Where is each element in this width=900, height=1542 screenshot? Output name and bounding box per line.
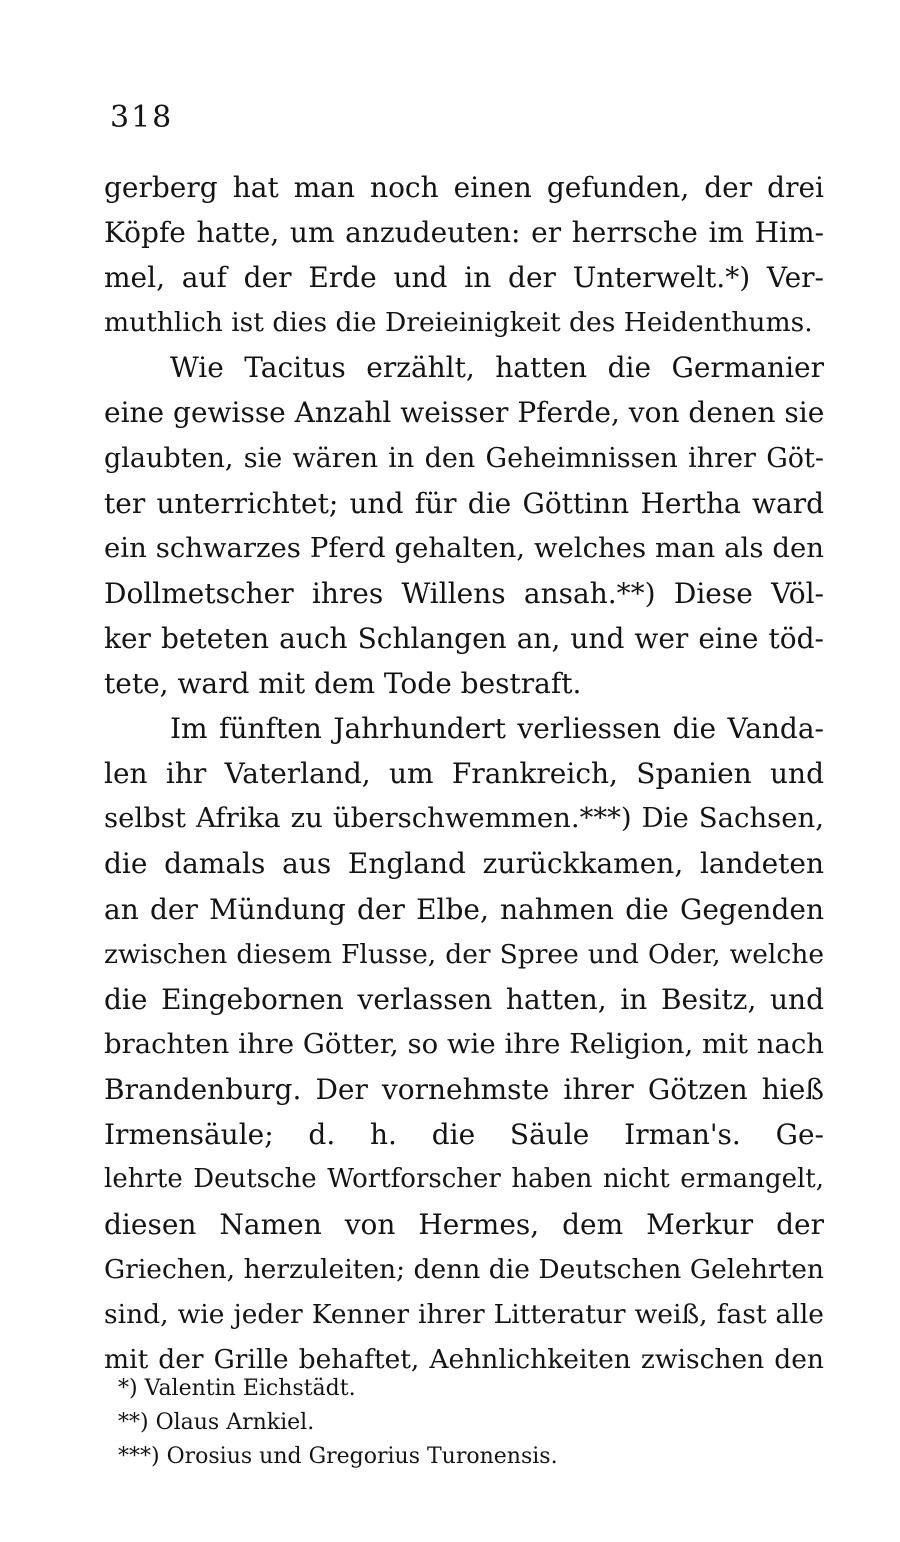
page-number: 318 bbox=[110, 100, 174, 135]
text-line: ter unterrichtet; und für die Göttinn Hertha ward bbox=[104, 486, 824, 520]
text-line: sind, wie jeder Kenner ihrer Litteratur weiß, fast alle bbox=[104, 1299, 824, 1331]
text-line: brachten ihre Götter, so wie ihre Religion, mit nach bbox=[104, 1027, 824, 1060]
text-line: mit der Grille behaftet, Aehnlichkeiten zwischen den bbox=[104, 1344, 824, 1376]
text-line: diesen Namen von Hermes, dem Merkur der bbox=[104, 1208, 824, 1242]
body-text bbox=[104, 165, 824, 1383]
text-line: Im fünften Jahrhundert verliessen die Vanda- bbox=[170, 712, 824, 746]
footnote: *) Valentin Eichstädt. bbox=[118, 1376, 356, 1401]
text-line: eine gewisse Anzahl weisser Pferde, von denen sie bbox=[104, 396, 825, 430]
footnote: **) Olaus Arnkiel. bbox=[118, 1410, 315, 1435]
text-line: Köpfe hatte, um anzudeuten: er herrsche im Him- bbox=[104, 216, 824, 250]
text-line: Dollmetscher ihres Willens ansah.**) Diese Völ- bbox=[104, 576, 824, 610]
text-line: die damals aus England zurückkamen, landeten bbox=[104, 847, 824, 881]
footnotes bbox=[118, 1372, 758, 1474]
text-line: gerberg hat man noch einen gefunden, der drei bbox=[104, 171, 824, 204]
footnote: ***) Orosius und Gregorius Turonensis. bbox=[118, 1444, 558, 1469]
text-line: an der Mündung der Elbe, nahmen die Gegenden bbox=[104, 892, 824, 926]
text-line: Wie Tacitus erzählt, hatten die Germanier bbox=[170, 351, 824, 385]
text-line: ein schwarzes Pferd gehalten, welches man als den bbox=[104, 531, 824, 564]
text-line: glaubten, sie wären in den Geheimnissen ihrer Göt- bbox=[104, 442, 824, 474]
text-line: Brandenburg. Der vornehmste ihrer Götzen hieß bbox=[104, 1072, 824, 1106]
text-line: zwischen diesem Flusse, der Spree und Oder, welche bbox=[104, 938, 824, 970]
text-line: Griechen, herzuleiten; denn die Deutschen Gelehrten bbox=[104, 1254, 824, 1286]
text-line: tete, ward mit dem Tode bestraft. bbox=[104, 667, 582, 701]
text-line: ker beteten auch Schlangen an, und wer eine töd- bbox=[104, 621, 824, 655]
text-line: die Eingebornen verlassen hatten, in Besitz, und bbox=[104, 982, 824, 1016]
text-line: Irmensäule; d. h. die Säule Irman's. Ge- bbox=[104, 1117, 824, 1151]
text-line: mel, auf der Erde und in der Unterwelt.*) Ver- bbox=[104, 261, 824, 295]
text-line: muthlich ist dies die Dreieinigkeit des Heidenthums. bbox=[104, 307, 813, 339]
text-line: lehrte Deutsche Wortforscher haben nicht ermangelt, bbox=[104, 1164, 824, 1195]
text-line: len ihr Vaterland, um Frankreich, Spanien und bbox=[104, 757, 824, 791]
text-line: selbst Afrika zu überschwemmen.***) Die Sachsen, bbox=[104, 802, 824, 835]
